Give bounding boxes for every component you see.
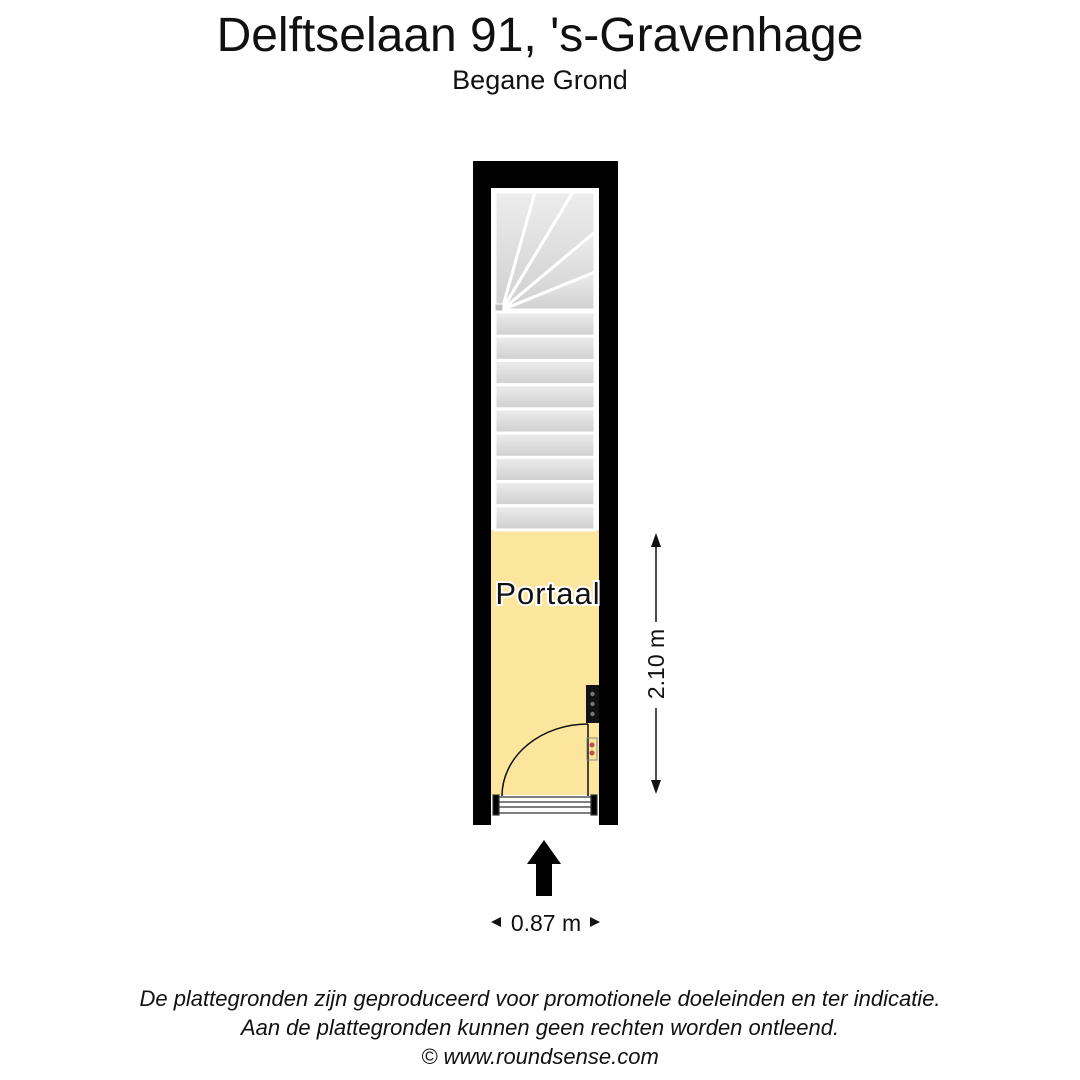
stair-step xyxy=(495,457,595,481)
portaal-floor xyxy=(491,530,599,795)
stair-step xyxy=(495,312,595,336)
staircase xyxy=(495,192,595,530)
stair-step xyxy=(495,506,595,530)
door-opening xyxy=(491,795,599,825)
stair-step xyxy=(495,336,595,360)
stair-step xyxy=(495,482,595,506)
plan-title: Delftselaan 91, 's-Gravenhage xyxy=(216,9,864,62)
disclaimer-line-1: De plattegronden zijn geproduceerd voor promotionele doeleinden en ter indicatie. xyxy=(139,986,941,1011)
floor-name: Begane Grond xyxy=(452,65,628,95)
room-label: Portaal xyxy=(495,576,601,611)
copyright-link[interactable]: © www.roundsense.com xyxy=(421,1044,659,1069)
entrance-arrow-icon xyxy=(527,840,561,896)
stair-step xyxy=(495,409,595,433)
stair-step xyxy=(495,433,595,457)
disclaimer-line-2: Aan de plattegronden kunnen geen rechten worden ontleend. xyxy=(240,1015,840,1040)
disclaimer xyxy=(0,984,1080,1071)
height-dimension-label: 2.10 m xyxy=(643,628,669,700)
meter-cabinet xyxy=(586,685,599,723)
stair-step xyxy=(495,385,595,409)
width-dimension-label: 0.87 m xyxy=(510,910,582,936)
stair-step xyxy=(495,360,595,384)
